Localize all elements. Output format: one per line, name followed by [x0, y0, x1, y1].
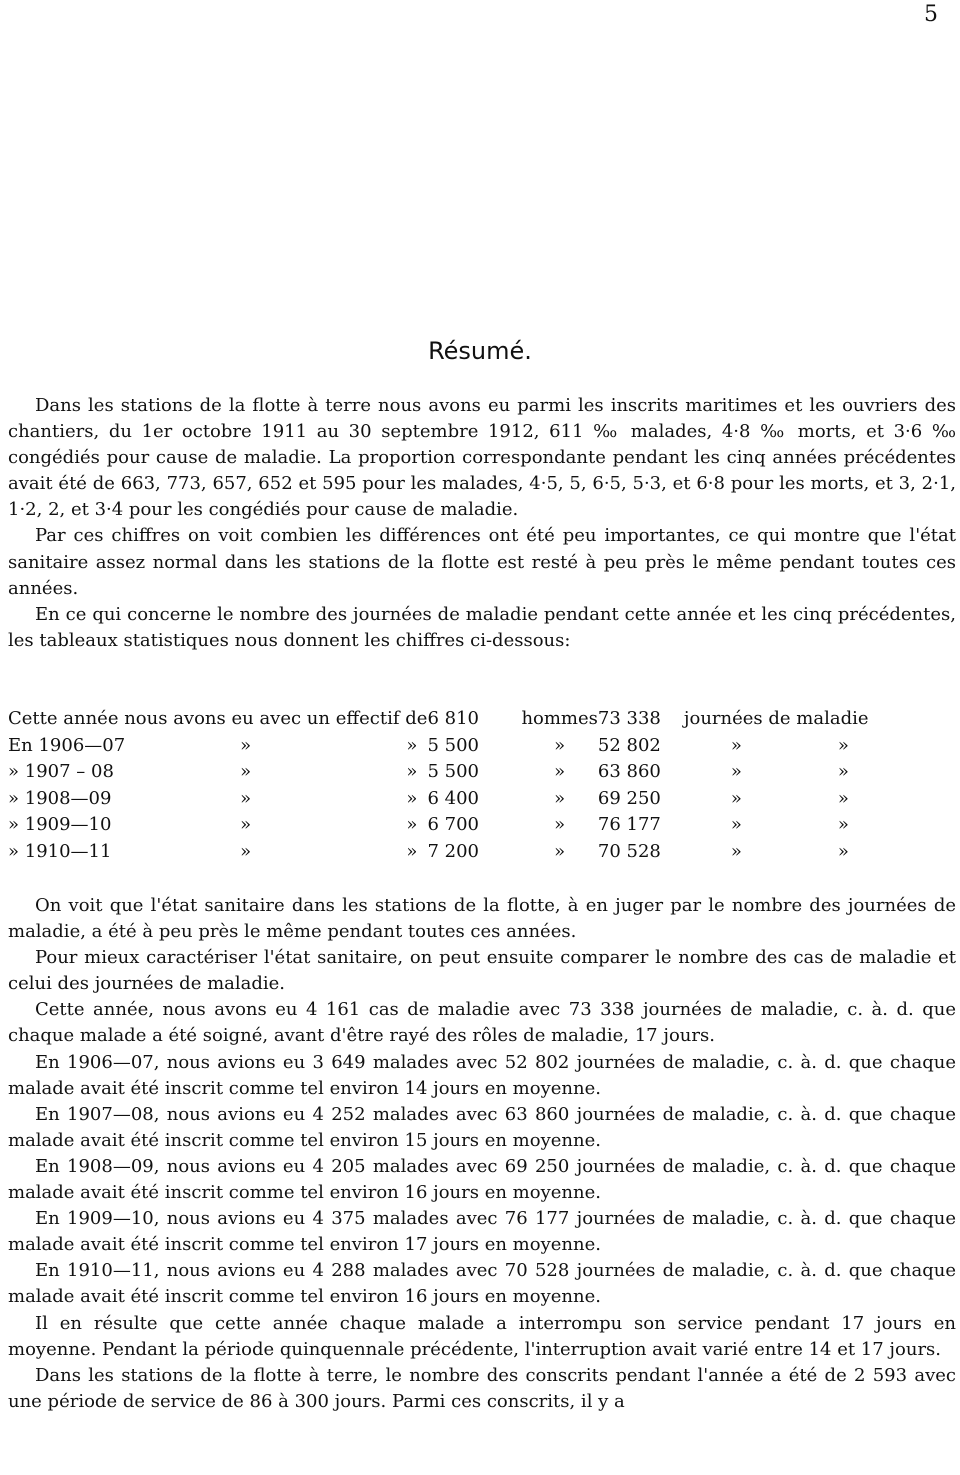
- table-row: [8, 786, 869, 813]
- sick-days-table: [8, 706, 869, 865]
- ditto-mark: »: [554, 787, 566, 809]
- ditto-mark: »: [730, 840, 742, 862]
- paragraph: En 1910—11, nous avions eu 4 288 malades avec 70 528 journées de maladie, c. à. d. que chaque malade avait été inscrit comme tel environ 16 jours en moyenne.: [8, 1260, 956, 1308]
- effectif-cell: 6 400: [427, 787, 479, 809]
- paragraph: Par ces chiffres on voit combien les différences ont été peu importantes, ce qui montre que l'état sanitaire assez normal dans les stations de la flotte est resté à peu près le même pendant toutes ces années.: [8, 525, 956, 599]
- ditto-mark: »: [406, 840, 418, 862]
- journees-cell: 70 528: [597, 840, 661, 862]
- header-tail: journées de maladie: [683, 708, 869, 729]
- effectif-cell: 6 810: [427, 708, 479, 729]
- ditto-mark: »: [406, 761, 418, 782]
- table-row: [8, 733, 869, 760]
- table-row: [8, 812, 869, 839]
- table-row: [8, 759, 869, 786]
- ditto-mark: »: [554, 840, 566, 862]
- paragraph: Pour mieux caractériser l'état sanitaire, on peut ensuite comparer le nombre des cas de maladie et celui des journées de maladie.: [8, 947, 956, 995]
- ditto-mark: »: [554, 814, 566, 835]
- paragraph: Cette année, nous avons eu 4 161 cas de maladie avec 73 338 journées de maladie, c. à. d. que chaque malade a été soigné, avant d'être rayé des rôles de maladie, 17 jours.: [8, 999, 956, 1047]
- ditto-mark: »: [554, 734, 566, 756]
- ditto-mark: »: [406, 787, 418, 809]
- table-row: [8, 706, 869, 733]
- ditto-mark: »: [837, 840, 849, 862]
- paragraph: On voit que l'état sanitaire dans les stations de la flotte, à en juger par le nombre des journées de maladie, a été à peu près le même pendant toutes ces années.: [8, 895, 956, 943]
- page-title: Résumé.: [428, 337, 532, 365]
- paragraph: En 1908—09, nous avions eu 4 205 malades avec 69 250 journées de maladie, c. à. d. que chaque malade avait été inscrit comme tel environ 16 jours en moyenne.: [8, 1155, 956, 1204]
- period-cell: » 1909—10: [8, 814, 112, 835]
- paragraph: En ce qui concerne le nombre des journées de maladie pendant cette année et les cinq précédentes, les tableaux statistiques nous donnent les chiffres ci-dessous:: [8, 603, 956, 651]
- ditto-mark: »: [240, 814, 252, 835]
- ditto-mark: »: [240, 734, 252, 756]
- header-lead: Cette année nous avons eu avec un effectif de: [8, 708, 428, 729]
- paragraph: Il en résulte que cette année chaque malade a interrompu son service pendant 17 jours en moyenne. Pendant la période quinquennale précédente, l'interruption avait varié entre 14 et 17 jours.: [8, 1312, 956, 1360]
- effectif-cell: 5 500: [427, 761, 479, 782]
- ditto-mark: »: [406, 814, 418, 835]
- period-cell: » 1908—09: [8, 787, 112, 809]
- effectif-cell: 7 200: [427, 840, 479, 862]
- journees-cell: 73 338: [597, 708, 661, 729]
- paragraph: En 1906—07, nous avions eu 3 649 malades avec 52 802 journées de maladie, c. à. d. que chaque malade avait été inscrit comme tel environ 14 jours en moyenne.: [8, 1051, 956, 1099]
- ditto-mark: »: [730, 734, 742, 756]
- ditto-mark: »: [406, 734, 418, 756]
- paragraph: En 1907—08, nous avions eu 4 252 malades avec 63 860 journées de maladie, c. à. d. que chaque malade avait été inscrit comme tel environ 15 jours en moyenne.: [8, 1103, 956, 1151]
- ditto-mark: »: [837, 734, 849, 756]
- ditto-mark: »: [730, 787, 742, 809]
- period-cell: En 1906—07: [8, 734, 126, 756]
- paragraph: Dans les stations de la flotte à terre, le nombre des conscrits pendant l'année a été de 2 593 avec une période de service de 86 à 300 jours. Parmi ces conscrits, il y a: [8, 1364, 956, 1412]
- table-row: [8, 839, 869, 866]
- analysis-text: [8, 893, 956, 1415]
- ditto-mark: »: [240, 761, 252, 782]
- ditto-mark: »: [554, 761, 566, 782]
- journees-cell: 63 860: [597, 761, 661, 782]
- ditto-mark: »: [837, 761, 849, 782]
- effectif-cell: 6 700: [427, 814, 479, 835]
- journees-cell: 52 802: [597, 734, 661, 756]
- period-cell: » 1907 – 08: [8, 761, 114, 782]
- effectif-cell: 5 500: [427, 734, 479, 756]
- intro-text: [8, 393, 956, 654]
- paragraph: En 1909—10, nous avions eu 4 375 malades avec 76 177 journées de maladie, c. à. d. que chaque malade avait été inscrit comme tel environ 17 jours en moyenne.: [8, 1208, 956, 1256]
- ditto-mark: »: [837, 814, 849, 835]
- ditto-mark: »: [730, 761, 742, 782]
- ditto-mark: »: [730, 814, 742, 835]
- period-cell: » 1910—11: [8, 840, 112, 862]
- journees-cell: 76 177: [597, 814, 661, 835]
- hommes-label: hommes: [521, 708, 598, 729]
- paragraph: Dans les stations de la flotte à terre nous avons eu parmi les inscrits maritimes et les ouvriers des chantiers, du 1er octobre 1911 au 30 septembre 1912, 611 ‰ malades, 4·8 ‰ morts, et 3·6 ‰ congédiés pour cause de maladie. La proportion correspondante pendant les cinq années précédentes avait été de 663, 773, 657, 652 et 595 pour les malades, 4·5, 5, 6·5, 5·3, et 6·8 pour les morts, et 3, 2·1, 1·2, 2, et 3·4 pour les congédiés pour cause de maladie.: [8, 395, 956, 521]
- ditto-mark: »: [837, 787, 849, 809]
- ditto-mark: »: [240, 787, 252, 809]
- page-number: 5: [924, 2, 938, 27]
- journees-cell: 69 250: [597, 787, 661, 809]
- ditto-mark: »: [240, 840, 252, 862]
